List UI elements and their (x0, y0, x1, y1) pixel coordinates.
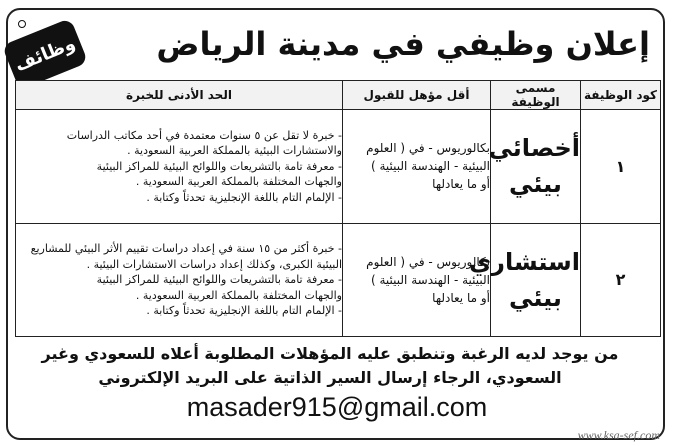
experience-line: البيئية الكبرى، وكذلك إعداد دراسات الاستشارات البيئية . (86, 257, 342, 271)
qualification-line: أو ما يعادلها (432, 290, 490, 305)
table-row (16, 223, 661, 337)
qualification-line: البيئية - الهندسة البيئية ) (370, 159, 490, 174)
jobs-table (15, 80, 661, 337)
job-title-line: استشاري (469, 247, 580, 276)
jobs-badge-label: وظائف (11, 32, 79, 76)
qualification-line: أو ما يعادلها (432, 177, 490, 192)
job-title-line: بيئي (509, 283, 562, 312)
job-title (469, 223, 581, 337)
ad-title: إعلان وظيفي في مدينة الرياض (156, 25, 650, 63)
site-watermark: www.ksa-sef.com (577, 428, 660, 442)
col-header-code: كود الوظيفة (581, 81, 661, 110)
job-experience (16, 223, 343, 337)
job-code: ٢ (581, 223, 661, 337)
contact-email[interactable]: masader915@gmail.com (186, 392, 488, 422)
table-row (16, 110, 661, 224)
qualification-line: البيئية - الهندسة البيئية ) (370, 272, 490, 287)
job-title (488, 110, 581, 224)
job-title-line: بيئي (509, 170, 562, 199)
experience-line: - معرفة تامة بالتشريعات واللوائح البيئية للمراكز البيئية (96, 159, 342, 173)
pin-icon (18, 20, 26, 28)
table-header-row (16, 81, 661, 110)
job-experience (16, 110, 343, 224)
experience-line: - خبرة أكثر من ١٥ سنة في إعداد دراسات تقييم الأثر البيئي للمشاريع (30, 242, 342, 255)
instructions-line: من يوجد لديه الرغبة وتنطبق عليه المؤهلات المطلوبة أعلاه للسعودي وغير (41, 344, 619, 363)
col-header-experience: الحد الأدنى للخبرة (16, 81, 343, 110)
job-code: ١ (581, 110, 661, 224)
experience-line: والجهات المختلفة بالمملكة العربية السعودية . (135, 288, 342, 302)
job-qualification (343, 223, 491, 337)
qualification-line: بكالوريوس - في ( العلوم (366, 254, 490, 269)
experience-line: والاستشارات البيئية بالمملكة العربية السعودية . (127, 144, 342, 157)
qualification-line: بكالوريوس - في ( العلوم (366, 141, 490, 156)
job-title-line: أخصائي (488, 134, 580, 163)
experience-line: - الإلمام التام باللغة الإنجليزية تحدثاً وكتابة . (146, 190, 342, 204)
experience-line: والجهات المختلفة بالمملكة العربية السعودية . (135, 175, 342, 188)
col-header-title: مسمى الوظيفة (491, 81, 581, 110)
experience-line: - معرفة تامة بالتشريعات واللوائح البيئية للمراكز البيئية (96, 273, 342, 286)
experience-line: - الإلمام التام باللغة الإنجليزية تحدثاً وكتابة . (146, 304, 342, 317)
experience-line: - خبرة لا تقل عن ٥ سنوات معتمدة في أحد مكاتب الدراسات (66, 128, 342, 142)
job-qualification (343, 110, 491, 224)
instructions-line: السعودي، الرجاء إرسال السير الذاتية على البريد الإلكتروني (98, 368, 562, 387)
col-header-qualification: أقل مؤهل للقبول (343, 81, 491, 110)
application-instructions (20, 342, 640, 390)
